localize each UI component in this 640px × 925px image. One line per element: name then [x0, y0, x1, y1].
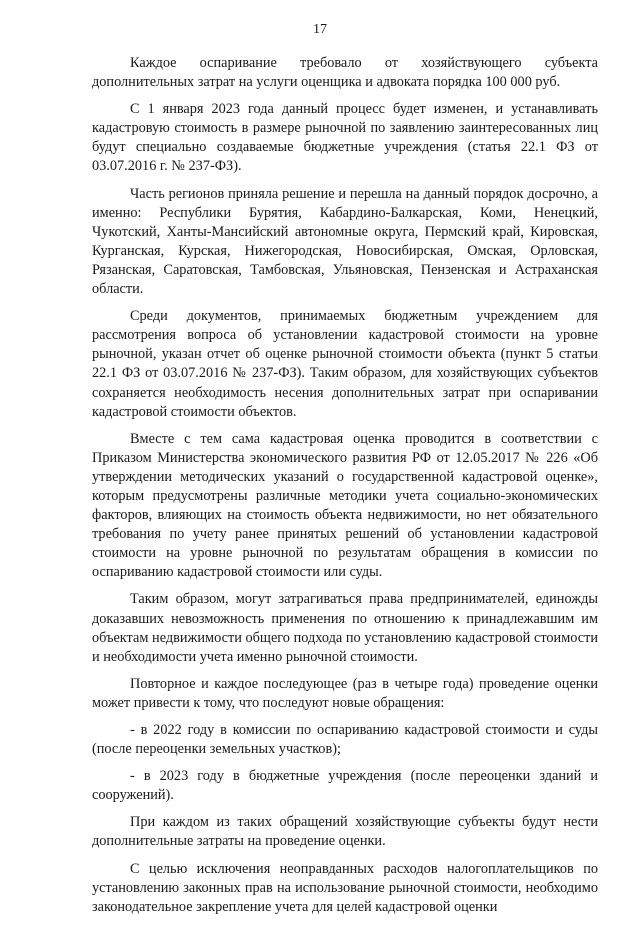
list-item-2023: - в 2023 году в бюджетные учреждения (после переоценки зданий и сооружений).	[92, 768, 598, 804]
paragraph-1: Каждое оспаривание требовало от хозяйствующего субъекта дополнительных затрат на услуги оценщика и адвоката порядка 100 000 руб.	[92, 55, 598, 91]
list-item-2022: - в 2022 году в комиссии по оспариванию кадастровой стоимости и суды (после переоценки земельных участков);	[92, 722, 598, 758]
paragraph-11: С целью исключения неоправданных расходов налогоплательщиков по установлению законных прав на использование рыночной стоимости, необходимо законодательное закрепление учета для целей кадастровой оценки	[92, 860, 598, 915]
paragraph-4: Среди документов, принимаемых бюджетным учреждением для рассмотрения вопроса об установлении кадастровой стоимости на уровне рыночной, указан отчет об оценке рыночной стоимости объекта (пункт 5 статьи 22.1 ФЗ от 03.07.2016 № 237-ФЗ). Таким образом, для хозяйствующих субъектов сохраняется необходимость несения дополнительных затрат при оспаривании кадастровой стоимости объектов.	[92, 308, 598, 420]
paragraph-5: Вместе с тем сама кадастровая оценка проводится в соответствии с Приказом Министерства экономического развития РФ от 12.05.2017 № 226 «Об утверждении методических указаний о государственной кадастровой оценке», которым предусмотрены различные методики учета социально-экономических факторов, влияющих на стоимость объекта недвижимости, но нет обязательного требования по учету ранее принятых решений об установлении кадастровой стоимости на уровне рыночной по результатам обращения в комиссии по оспариванию кадастровой стоимости или суды.	[92, 430, 598, 581]
body-text	[92, 54, 598, 925]
paragraph-10: При каждом из таких обращений хозяйствующие субъекты будут нести дополнительные затраты на проведение оценки.	[92, 814, 598, 850]
paragraph-6: Таким образом, могут затрагиваться права предпринимателей, единожды доказавших невозможность применения по отношению к принадлежавшим им объектам недвижимости общего подхода по установлению кадастровой стоимости и необходимости учета именно рыночной стоимости.	[92, 591, 598, 665]
paragraph-3: Часть регионов приняла решение и перешла на данный порядок досрочно, а именно: Республики Бурятия, Кабардино-Балкарская, Коми, Ненецкий, Чукотский, Ханты-Мансийский автономные округа, Пермский край, Кировская, Курганская, Курская, Нижегородская, Новосибирская, Омская, Орловская, Рязанская, Саратовская, Тамбовская, Ульяновская, Пензенская и Астраханская области.	[92, 185, 598, 298]
paragraph-2: С 1 января 2023 года данный процесс будет изменен, и устанавливать кадастровую стоимость в размере рыночной по заявлению заинтересованных лиц будут специально создаваемые бюджетные учреждения (статья 22.1 ФЗ от 03.07.2016 г. № 237-ФЗ).	[92, 101, 598, 175]
paragraph-7: Повторное и каждое последующее (раз в четыре года) проведение оценки может привести к тому, что последуют новые обращения:	[92, 675, 598, 711]
page-number: 17	[313, 22, 327, 37]
